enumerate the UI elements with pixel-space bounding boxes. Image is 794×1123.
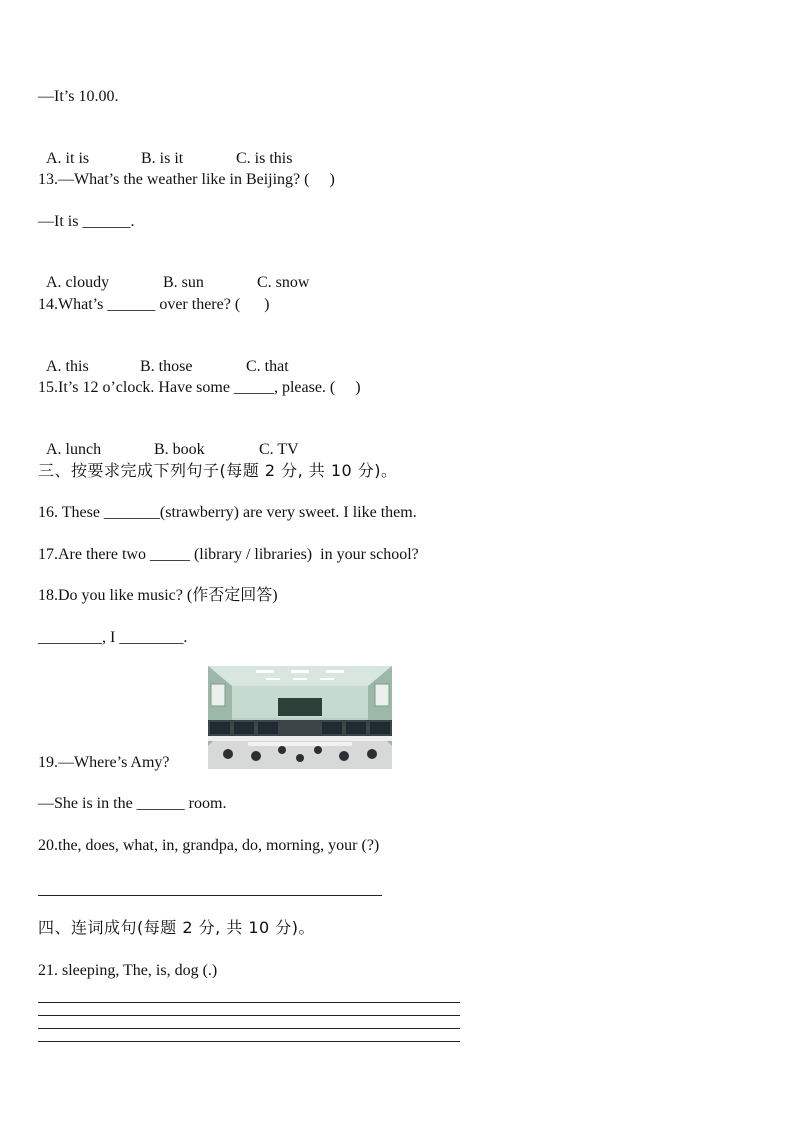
answer-rule-20 <box>38 895 382 896</box>
options-q12 <box>38 129 292 169</box>
option-b: B. sun <box>163 274 204 291</box>
section-heading-4: 四、连词成句(每题 2 分, 共 10 分)。 <box>38 918 316 937</box>
option-a: A. lunch <box>46 441 102 458</box>
options-q14 <box>38 337 289 377</box>
question-19: 19.—Where’s Amy? <box>38 754 170 771</box>
section-heading-3: 三、按要求完成下列句子(每题 2 分, 共 10 分)。 <box>38 461 398 480</box>
option-a: A. it is <box>46 150 90 167</box>
question-18: 18.Do you like music? (作否定回答) <box>38 587 278 604</box>
question-17: 17.Are there two _____ (library / libraries) in your school? <box>38 546 419 563</box>
option-b: B. book <box>154 441 205 458</box>
answer-line: —It is ______. <box>38 213 135 230</box>
option-b: B. is it <box>141 150 184 167</box>
question-14: 14.What’s ______ over there? ( ) <box>38 296 270 313</box>
question-13: 13.—What’s the weather like in Beijing? ( ) <box>38 171 335 188</box>
answer-rule-21 <box>38 1028 460 1029</box>
question-16: 16. These _______(strawberry) are very sweet. I like them. <box>38 504 417 521</box>
option-c: C. that <box>246 358 289 375</box>
option-b: B. those <box>140 358 193 375</box>
question-20: 20.the, does, what, in, grandpa, do, morning, your (?) <box>38 837 380 854</box>
option-a: A. cloudy <box>46 274 110 291</box>
question-21: 21. sleeping, The, is, dog (.) <box>38 962 218 979</box>
answer-line-19: —She is in the ______ room. <box>38 795 227 812</box>
answer-rule-21 <box>38 1041 460 1042</box>
options-q13 <box>38 253 309 293</box>
computer-room-photo <box>208 666 392 769</box>
option-a: A. this <box>46 358 89 375</box>
answer-rule-21 <box>38 1002 460 1003</box>
option-c: C. TV <box>259 441 299 458</box>
option-c: C. is this <box>236 150 293 167</box>
answer-rule-21 <box>38 1015 460 1016</box>
options-q15 <box>38 420 299 460</box>
answer-line: —It’s 10.00. <box>38 88 119 105</box>
answer-blanks-18: ________, I ________. <box>38 629 188 646</box>
question-15: 15.It’s 12 o’clock. Have some _____, please. ( ) <box>38 379 361 396</box>
option-c: C. snow <box>257 274 310 291</box>
